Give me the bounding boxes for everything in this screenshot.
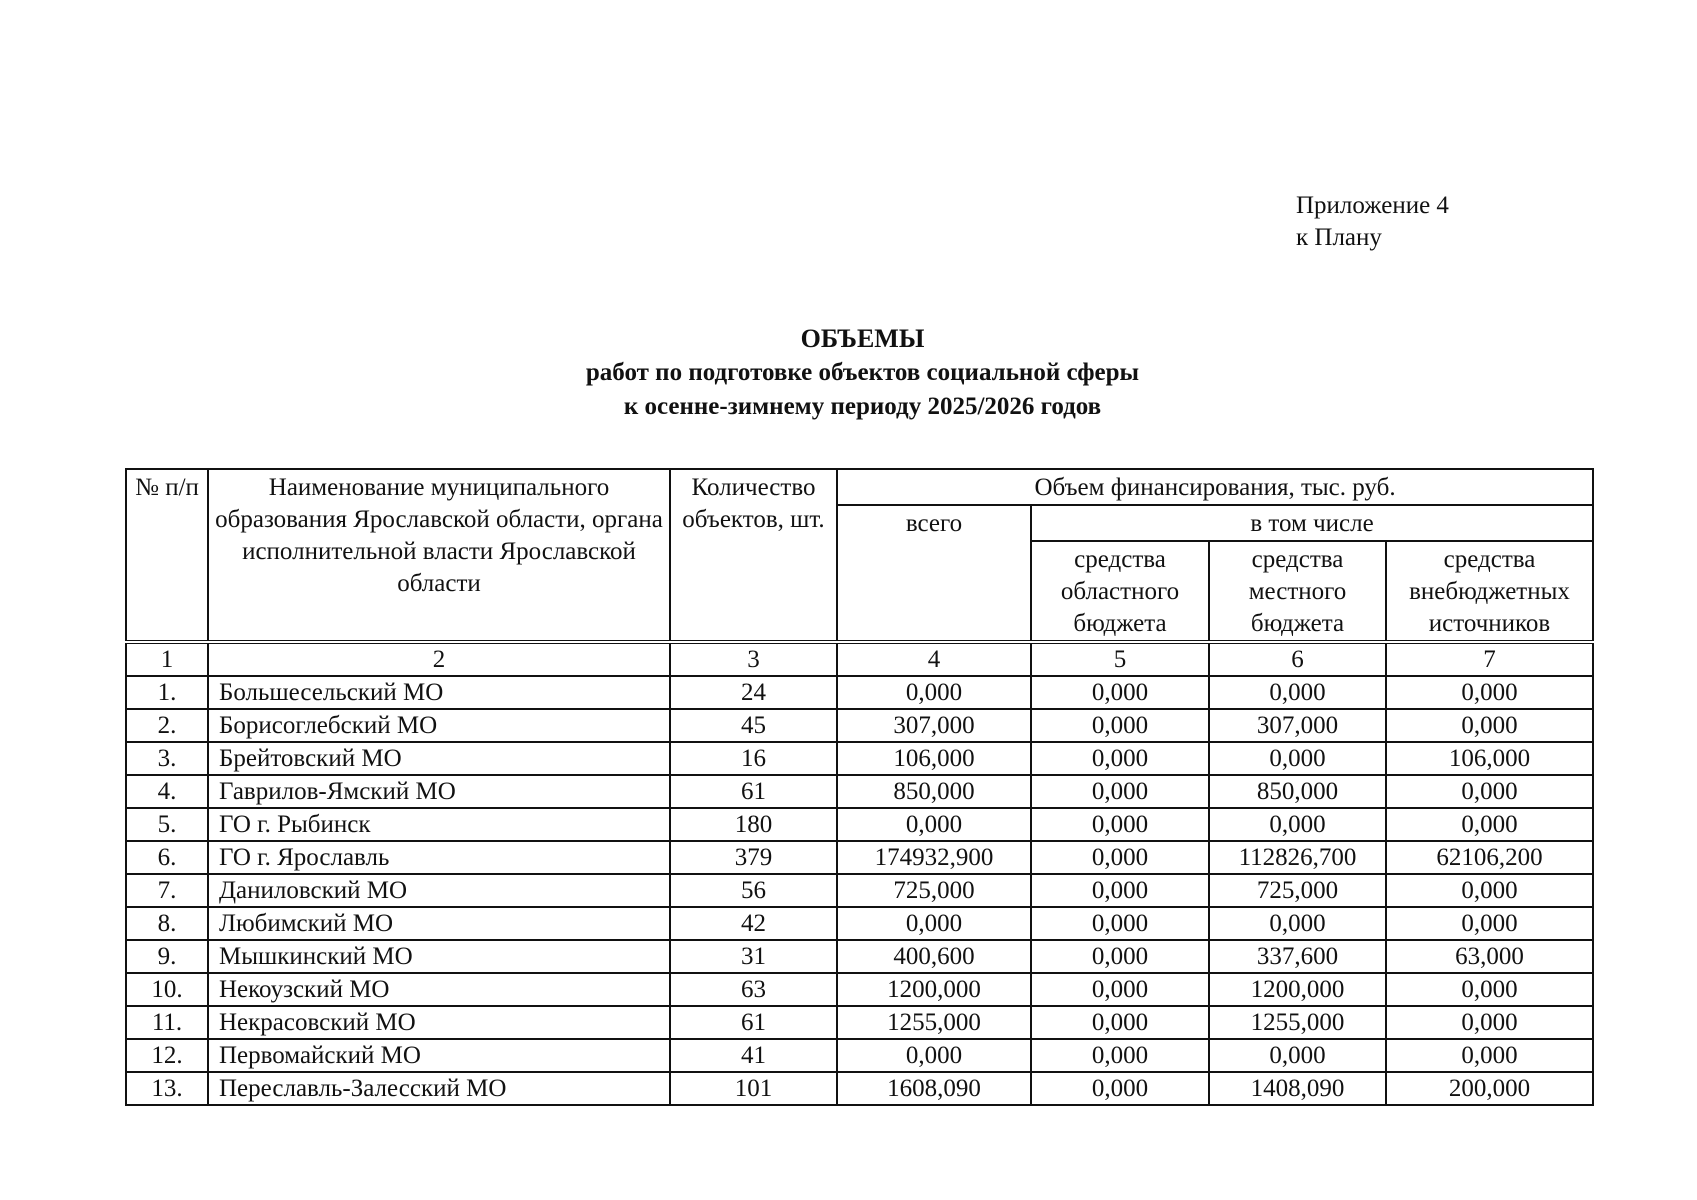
cell-total: 1255,000 bbox=[837, 1006, 1031, 1039]
appendix-reference bbox=[1296, 190, 1449, 254]
cell-count: 41 bbox=[670, 1039, 837, 1072]
cell-regional: 0,000 bbox=[1031, 775, 1209, 808]
table-row bbox=[126, 940, 1593, 973]
cell-name: Переславль-Залесский МО bbox=[208, 1072, 670, 1105]
header-name: Наименование муниципального образования Ярославской области, органа исполнительной власти Ярославской области bbox=[208, 469, 670, 642]
cell-regional: 0,000 bbox=[1031, 874, 1209, 907]
cell-extrabudget: 62106,200 bbox=[1386, 841, 1593, 874]
cell-extrabudget: 0,000 bbox=[1386, 808, 1593, 841]
appendix-line-2: к Плану bbox=[1296, 224, 1382, 251]
cell-local: 0,000 bbox=[1209, 907, 1386, 940]
cell-regional: 0,000 bbox=[1031, 808, 1209, 841]
table-row bbox=[126, 1072, 1593, 1105]
cell-total: 174932,900 bbox=[837, 841, 1031, 874]
cell-count: 16 bbox=[670, 742, 837, 775]
cell-local: 850,000 bbox=[1209, 775, 1386, 808]
cell-regional: 0,000 bbox=[1031, 907, 1209, 940]
cell-local: 725,000 bbox=[1209, 874, 1386, 907]
cell-regional: 0,000 bbox=[1031, 709, 1209, 742]
column-number: 4 bbox=[837, 642, 1031, 676]
cell-name: Даниловский МО bbox=[208, 874, 670, 907]
cell-name: Гаврилов-Ямский МО bbox=[208, 775, 670, 808]
cell-num: 10. bbox=[126, 973, 208, 1006]
header-local: средства местного бюджета bbox=[1209, 541, 1386, 642]
header-regional: средства областного бюджета bbox=[1031, 541, 1209, 642]
cell-regional: 0,000 bbox=[1031, 1039, 1209, 1072]
cell-name: Первомайский МО bbox=[208, 1039, 670, 1072]
cell-local: 337,600 bbox=[1209, 940, 1386, 973]
cell-regional: 0,000 bbox=[1031, 1006, 1209, 1039]
cell-extrabudget: 200,000 bbox=[1386, 1072, 1593, 1105]
cell-local: 112826,700 bbox=[1209, 841, 1386, 874]
header-num: № п/п bbox=[126, 469, 208, 642]
cell-local: 0,000 bbox=[1209, 1039, 1386, 1072]
column-number: 7 bbox=[1386, 642, 1593, 676]
table-row bbox=[126, 973, 1593, 1006]
table-row bbox=[126, 775, 1593, 808]
table-row bbox=[126, 1039, 1593, 1072]
cell-local: 307,000 bbox=[1209, 709, 1386, 742]
cell-extrabudget: 106,000 bbox=[1386, 742, 1593, 775]
cell-extrabudget: 0,000 bbox=[1386, 709, 1593, 742]
cell-local: 0,000 bbox=[1209, 808, 1386, 841]
cell-name: Любимский МО bbox=[208, 907, 670, 940]
cell-num: 4. bbox=[126, 775, 208, 808]
document-title bbox=[0, 322, 1697, 424]
cell-total: 106,000 bbox=[837, 742, 1031, 775]
cell-extrabudget: 0,000 bbox=[1386, 1006, 1593, 1039]
cell-num: 6. bbox=[126, 841, 208, 874]
cell-regional: 0,000 bbox=[1031, 742, 1209, 775]
cell-name: Некоузский МО bbox=[208, 973, 670, 1006]
cell-num: 9. bbox=[126, 940, 208, 973]
table-row bbox=[126, 808, 1593, 841]
cell-local: 1255,000 bbox=[1209, 1006, 1386, 1039]
cell-num: 12. bbox=[126, 1039, 208, 1072]
appendix-line-1: Приложение 4 bbox=[1296, 192, 1449, 219]
cell-extrabudget: 0,000 bbox=[1386, 874, 1593, 907]
cell-regional: 0,000 bbox=[1031, 973, 1209, 1006]
cell-count: 45 bbox=[670, 709, 837, 742]
cell-extrabudget: 63,000 bbox=[1386, 940, 1593, 973]
cell-name: ГО г. Ярославль bbox=[208, 841, 670, 874]
header-extrabudget: средства внебюджетных источников bbox=[1386, 541, 1593, 642]
cell-total: 0,000 bbox=[837, 808, 1031, 841]
cell-regional: 0,000 bbox=[1031, 940, 1209, 973]
cell-total: 725,000 bbox=[837, 874, 1031, 907]
title-main: ОБЪЕМЫ bbox=[800, 324, 925, 353]
cell-count: 56 bbox=[670, 874, 837, 907]
cell-extrabudget: 0,000 bbox=[1386, 1039, 1593, 1072]
header-funding: Объем финансирования, тыс. руб. bbox=[837, 469, 1593, 505]
cell-local: 1408,090 bbox=[1209, 1072, 1386, 1105]
cell-num: 8. bbox=[126, 907, 208, 940]
cell-count: 180 bbox=[670, 808, 837, 841]
cell-extrabudget: 0,000 bbox=[1386, 676, 1593, 709]
cell-total: 307,000 bbox=[837, 709, 1031, 742]
cell-count: 63 bbox=[670, 973, 837, 1006]
column-number-row bbox=[126, 642, 1593, 676]
cell-count: 31 bbox=[670, 940, 837, 973]
cell-count: 101 bbox=[670, 1072, 837, 1105]
column-number: 1 bbox=[126, 642, 208, 676]
cell-extrabudget: 0,000 bbox=[1386, 973, 1593, 1006]
cell-count: 379 bbox=[670, 841, 837, 874]
cell-local: 1200,000 bbox=[1209, 973, 1386, 1006]
cell-total: 1608,090 bbox=[837, 1072, 1031, 1105]
cell-regional: 0,000 bbox=[1031, 841, 1209, 874]
header-including: в том числе bbox=[1031, 505, 1593, 541]
cell-total: 0,000 bbox=[837, 907, 1031, 940]
cell-name: ГО г. Рыбинск bbox=[208, 808, 670, 841]
cell-local: 0,000 bbox=[1209, 742, 1386, 775]
table-row bbox=[126, 742, 1593, 775]
cell-total: 0,000 bbox=[837, 676, 1031, 709]
cell-name: Некрасовский МО bbox=[208, 1006, 670, 1039]
table-row bbox=[126, 907, 1593, 940]
cell-num: 5. bbox=[126, 808, 208, 841]
table-row bbox=[126, 709, 1593, 742]
table-row bbox=[126, 841, 1593, 874]
cell-name: Большесельский МО bbox=[208, 676, 670, 709]
cell-total: 0,000 bbox=[837, 1039, 1031, 1072]
title-line-2: работ по подготовке объектов социальной сферы bbox=[585, 359, 1140, 386]
cell-local: 0,000 bbox=[1209, 676, 1386, 709]
cell-regional: 0,000 bbox=[1031, 1072, 1209, 1105]
table-row bbox=[126, 676, 1593, 709]
cell-total: 400,600 bbox=[837, 940, 1031, 973]
cell-num: 1. bbox=[126, 676, 208, 709]
header-total: всего bbox=[837, 505, 1031, 642]
cell-count: 61 bbox=[670, 775, 837, 808]
table-body bbox=[126, 676, 1593, 1105]
cell-name: Брейтовский МО bbox=[208, 742, 670, 775]
cell-total: 1200,000 bbox=[837, 973, 1031, 1006]
table-row bbox=[126, 1006, 1593, 1039]
cell-name: Борисоглебский МО bbox=[208, 709, 670, 742]
column-number: 5 bbox=[1031, 642, 1209, 676]
cell-count: 61 bbox=[670, 1006, 837, 1039]
cell-name: Мышкинский МО bbox=[208, 940, 670, 973]
cell-num: 11. bbox=[126, 1006, 208, 1039]
cell-total: 850,000 bbox=[837, 775, 1031, 808]
cell-num: 7. bbox=[126, 874, 208, 907]
cell-extrabudget: 0,000 bbox=[1386, 775, 1593, 808]
column-number: 6 bbox=[1209, 642, 1386, 676]
header-count: Количество объектов, шт. bbox=[670, 469, 837, 642]
cell-extrabudget: 0,000 bbox=[1386, 907, 1593, 940]
column-number: 2 bbox=[208, 642, 670, 676]
cell-num: 3. bbox=[126, 742, 208, 775]
funding-table bbox=[125, 468, 1594, 1106]
table-row bbox=[126, 874, 1593, 907]
cell-num: 13. bbox=[126, 1072, 208, 1105]
title-line-3: к осенне-зимнему периоду 2025/2026 годов bbox=[623, 393, 1102, 420]
cell-regional: 0,000 bbox=[1031, 676, 1209, 709]
cell-count: 42 bbox=[670, 907, 837, 940]
cell-count: 24 bbox=[670, 676, 837, 709]
column-number: 3 bbox=[670, 642, 837, 676]
cell-num: 2. bbox=[126, 709, 208, 742]
